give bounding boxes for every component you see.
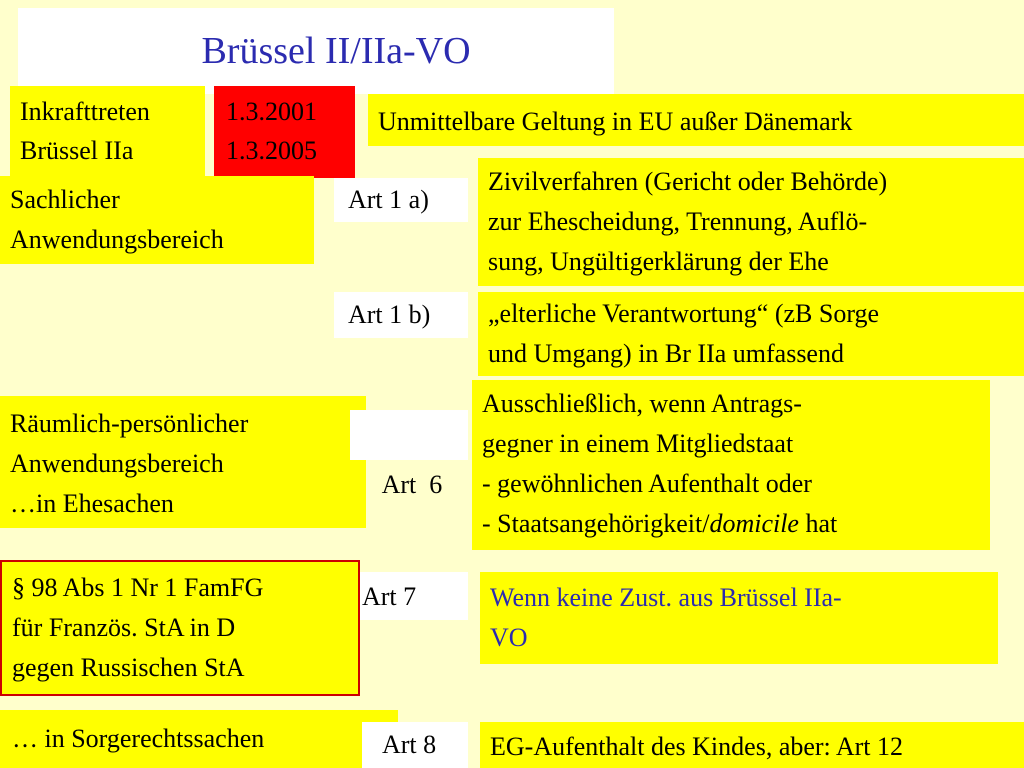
geltung-text: Unmittelbare Geltung in EU außer Dänemark (378, 107, 853, 136)
inkrafttreten-line2: Brüssel IIa (20, 136, 134, 165)
art-1b-line2: und Umgang) in Br IIa umfassend (488, 339, 844, 368)
sachlich-line2: Anwendungsbereich (10, 225, 224, 254)
art-6-line4 (482, 504, 990, 544)
inkrafttreten-label (10, 86, 205, 176)
art-8-text: EG-Aufenthalt des Kindes, aber: Art 12 (490, 732, 904, 761)
art-6-line4c: hat (798, 509, 838, 538)
art-8-text-box (480, 722, 1024, 768)
art-1b: Art 1 b) (348, 300, 431, 329)
art-1a: Art 1 a) (348, 185, 429, 214)
sachlich-line1: Sachlicher (10, 185, 120, 214)
sorgerecht-text: … in Sorgerechtssachen (12, 724, 265, 753)
date-2005: 1.3.2005 (226, 136, 317, 165)
title-box (18, 8, 614, 94)
art-6-line4a: - Staatsangehörigkeit/ (482, 509, 710, 538)
inkrafttreten-line1: Inkrafttreten (20, 97, 150, 126)
art-1b-box (334, 292, 468, 338)
page-title: Brüssel II/IIa-VO (201, 30, 471, 72)
art-1b-line1: „elterliche Verantwortung“ (zB Sorge (488, 299, 880, 328)
art-7-text-box (480, 572, 998, 664)
art-1a-box (334, 178, 468, 222)
art-7-line1: Wenn keine Zust. aus Brüssel IIa- (490, 583, 842, 612)
art-8: Art 8 (382, 730, 437, 759)
domicile-term: domicile (709, 509, 799, 538)
date-2001: 1.3.2001 (226, 97, 317, 126)
famfg-line1: § 98 Abs 1 Nr 1 FamFG (12, 573, 264, 602)
sachlich-label (0, 176, 314, 264)
raeumlich-line3: …in Ehesachen (10, 489, 174, 518)
sorgerecht-label (0, 710, 398, 768)
famfg-box (0, 560, 360, 696)
art-1a-line3: sung, Ungültigerklärung der Ehe (488, 247, 829, 276)
art-7-box (360, 572, 468, 620)
art-1a-text-box (478, 158, 1024, 286)
art-6-text-box (472, 380, 990, 550)
art-1b-text-box (478, 292, 1024, 376)
art-6-line1: Ausschließlich, wenn Antrags- (482, 389, 802, 418)
raeumlich-line2: Anwendungsbereich (10, 449, 224, 478)
art-7: Art 7 (362, 582, 417, 611)
art-6-box (350, 410, 468, 499)
art-6-line3: - gewöhnlichen Aufenthalt oder (482, 469, 812, 498)
raeumlich-label (0, 396, 366, 528)
geltung-box (368, 94, 1024, 146)
art-7-line2: VO (490, 623, 528, 652)
raeumlich-line1: Räumlich-persönlicher (10, 409, 249, 438)
art-1a-line2: zur Ehescheidung, Trennung, Auflö- (488, 207, 868, 236)
art-6-line2: gegner in einem Mitgliedstaat (482, 429, 794, 458)
famfg-line3: gegen Russischen StA (12, 653, 245, 682)
famfg-line2: für Französ. StA in D (12, 613, 236, 642)
art-1a-line1: Zivilverfahren (Gericht oder Behörde) (488, 167, 888, 196)
art-8-box (362, 722, 468, 768)
art-6: Art 6 (381, 470, 443, 499)
inkrafttreten-dates (214, 86, 355, 178)
